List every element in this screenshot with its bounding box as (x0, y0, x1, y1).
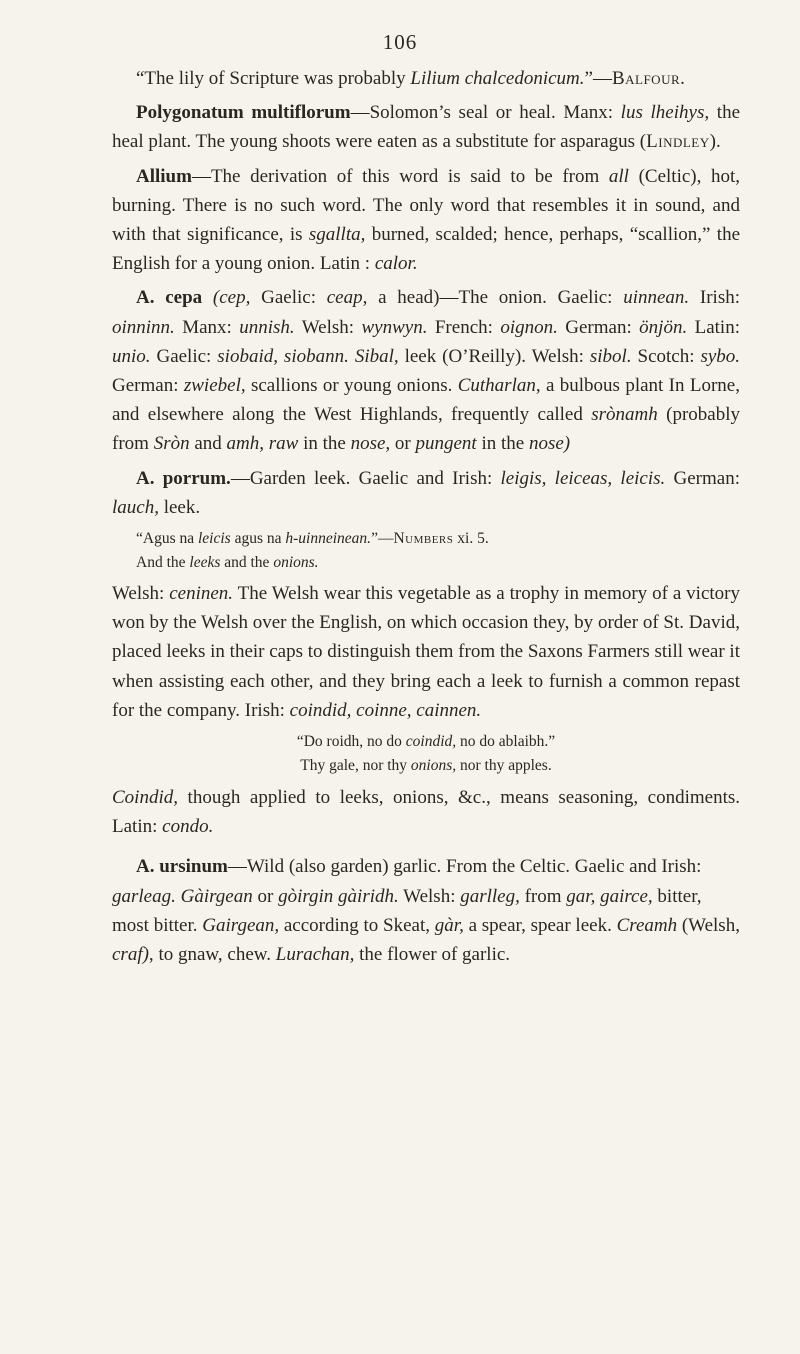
italic-term: nose) (528, 433, 571, 455)
text: scallions or young onions. (245, 375, 458, 397)
italic-term: all (608, 165, 629, 187)
text: burned, scalded; hence, perhaps, “scallion,” the English for a young onion. Latin : (112, 224, 741, 275)
italic-term: nose, (350, 433, 391, 455)
text: in the (298, 433, 351, 455)
allium-entry (112, 162, 740, 279)
ursinum-entry (112, 852, 740, 969)
italic-term: leigis, leiceas, leicis. (500, 467, 666, 489)
italic-term: Sibal, (354, 345, 399, 367)
text: the flower of garlic. (354, 944, 511, 966)
italic-term: wynwyn. (361, 316, 428, 338)
text (202, 287, 213, 308)
text: “Agus na (136, 530, 198, 548)
text: (probably from (112, 404, 740, 455)
italic-term: zwiebel, (183, 375, 246, 397)
text: though applied to leeks, onions, &c., means seasoning, condiments. Latin: (112, 787, 740, 838)
text: ”— (584, 68, 612, 89)
text: from (519, 885, 567, 907)
text: and the (220, 554, 274, 572)
text: bitter, most bitter. (112, 885, 702, 936)
text: or (390, 433, 416, 455)
entry-heading: A. cepa (136, 287, 203, 309)
italic-term: lus lheihys, (620, 102, 710, 124)
italic-term: lauch, (112, 496, 159, 518)
cepa-entry (112, 283, 740, 458)
text: German: (557, 316, 640, 338)
text: French: (427, 316, 501, 338)
coindid-paragraph (112, 783, 740, 841)
italic-term: condo. (162, 816, 214, 838)
italic-term: ceap, (326, 287, 368, 309)
text: —Solomon’s seal or heal. Manx: (350, 102, 621, 124)
text: —The derivation of this word is said to be from (191, 165, 609, 187)
italic-term: sibol. (589, 345, 632, 367)
italic-term: sybo. (700, 345, 741, 367)
italic-term: ceninen. (169, 583, 234, 605)
italic-term: (cep, (212, 287, 251, 309)
italic-term: önjön. (639, 316, 688, 338)
text: a spear, spear leek. (463, 914, 617, 936)
text: no do ablaibh.” (456, 733, 556, 751)
italic-term: garleag. (112, 885, 176, 907)
text: “Do roidh, no do (296, 733, 406, 751)
text: the heal plant. The young shoots were eaten as a substitute for asparagus ( (112, 102, 741, 153)
polygonatum-entry (112, 98, 740, 156)
text: nor thy apples. (456, 757, 552, 775)
italic-term: h-uinneinean. (285, 530, 372, 548)
text: Manx: (174, 316, 240, 338)
page-number: 106 (382, 30, 418, 54)
italic-term: calor. (374, 253, 418, 275)
italic-term: leicis (198, 530, 231, 548)
italic-term: Lurachan, (275, 944, 355, 966)
text: Irish: (689, 287, 741, 309)
italic-term: coindid, coinne, cainnen. (289, 699, 482, 721)
text: according to Skeat, (279, 914, 435, 936)
text: Welsh: (112, 583, 170, 605)
italic-term: Creamh (616, 914, 678, 936)
text: Thy gale, nor thy (300, 757, 411, 775)
entry-heading: A. ursinum (136, 856, 228, 878)
text: ”— (371, 530, 394, 548)
text: Gaelic: (250, 287, 327, 309)
text: The Welsh wear this vegetable as a trophy in memory of a victory won by the Welsh over the English, on which occasion they, by order of St. David, placed leeks in their caps to distinguish them from the Saxons Farmers still wear it when assisting each other, and they bring each a leek to furnish a common repast for the company. Irish: (112, 583, 740, 721)
italic-term: leeks (189, 554, 221, 572)
italic-term: uinnean. (623, 287, 690, 309)
text: “The lily of Scripture was probably (136, 68, 411, 89)
text: or (252, 885, 279, 907)
numbers-quotation (136, 527, 740, 575)
italic-term: unnish. (239, 316, 295, 338)
italic-term: unio. (112, 345, 151, 367)
text: Welsh: (398, 885, 461, 907)
text: Latin: (687, 316, 740, 338)
italic-term: pungent (415, 433, 477, 455)
scripture-reference: Numbers (393, 530, 454, 548)
text: —Garden leek. Gaelic and Irish: (230, 467, 501, 489)
italic-term: Gàirgean (180, 885, 253, 907)
text: (Celtic), hot, burning. There is no such word. The only word that resembles it in sound, and with that significance, is (112, 165, 741, 246)
text: German: (112, 375, 184, 397)
italic-term: garlleg, (460, 885, 520, 907)
text: a head)—The onion. Gaelic: (367, 287, 624, 309)
italic-term: oinninn. (112, 316, 175, 338)
text: xi. 5. (453, 530, 489, 548)
entry-heading: Polygonatum multiflorum (136, 102, 351, 124)
italic-term: Coindid, (112, 787, 178, 809)
text: to gnaw, chew. (153, 944, 276, 966)
roidh-translation (112, 754, 740, 778)
text: Scotch: (631, 345, 701, 367)
text: Gaelic: (150, 345, 218, 367)
italic-term: gàr, (434, 914, 464, 936)
italic-term: gar, gairce, (566, 885, 653, 907)
text: in the (476, 433, 529, 455)
text: —Wild (also garden) garlic. From the Celtic. Gaelic and Irish: (227, 856, 702, 878)
welsh-leek-paragraph (112, 579, 740, 725)
italic-term: Gairgean, (202, 914, 280, 936)
balfour-quote-paragraph (112, 64, 740, 93)
author-attribution: Balfour. (611, 68, 686, 89)
text: and (189, 433, 227, 455)
italic-term: onions, (410, 757, 457, 775)
porrum-entry (112, 464, 740, 522)
italic-term: Sròn (153, 433, 190, 455)
italic-term: craf), (112, 944, 154, 966)
text: ). (709, 131, 721, 153)
roidh-quotation (112, 730, 740, 754)
text: German: (665, 467, 740, 489)
italic-term: srònamh (591, 404, 658, 426)
text: (Welsh, (677, 914, 740, 936)
italic-term: coindid, (405, 733, 457, 751)
text: leek. (158, 496, 201, 518)
text: And the (136, 554, 190, 572)
entry-heading: Allium (136, 165, 192, 187)
italic-term: oignon. (500, 316, 558, 338)
entry-heading: A. porrum. (136, 467, 231, 489)
text: a bulbous plant In Lorne, and elsewhere along the West Highlands, frequently called (112, 375, 740, 426)
italic-term: siobaid, siobann. (217, 345, 349, 367)
text: leek (O’Reilly). Welsh: (398, 345, 590, 367)
page-body (112, 64, 740, 974)
text: agus na (230, 530, 286, 548)
italic-term: gòirgin gàiridh. (278, 885, 399, 907)
italic-term: Lilium chalcedonicum. (410, 68, 585, 89)
italic-term: Cutharlan, (457, 375, 541, 397)
author-attribution: Lindley (646, 131, 710, 153)
italic-term: onions. (273, 554, 319, 572)
italic-term: sgallta, (308, 224, 366, 246)
italic-term: amh, raw (226, 433, 299, 455)
text: Welsh: (294, 316, 362, 338)
